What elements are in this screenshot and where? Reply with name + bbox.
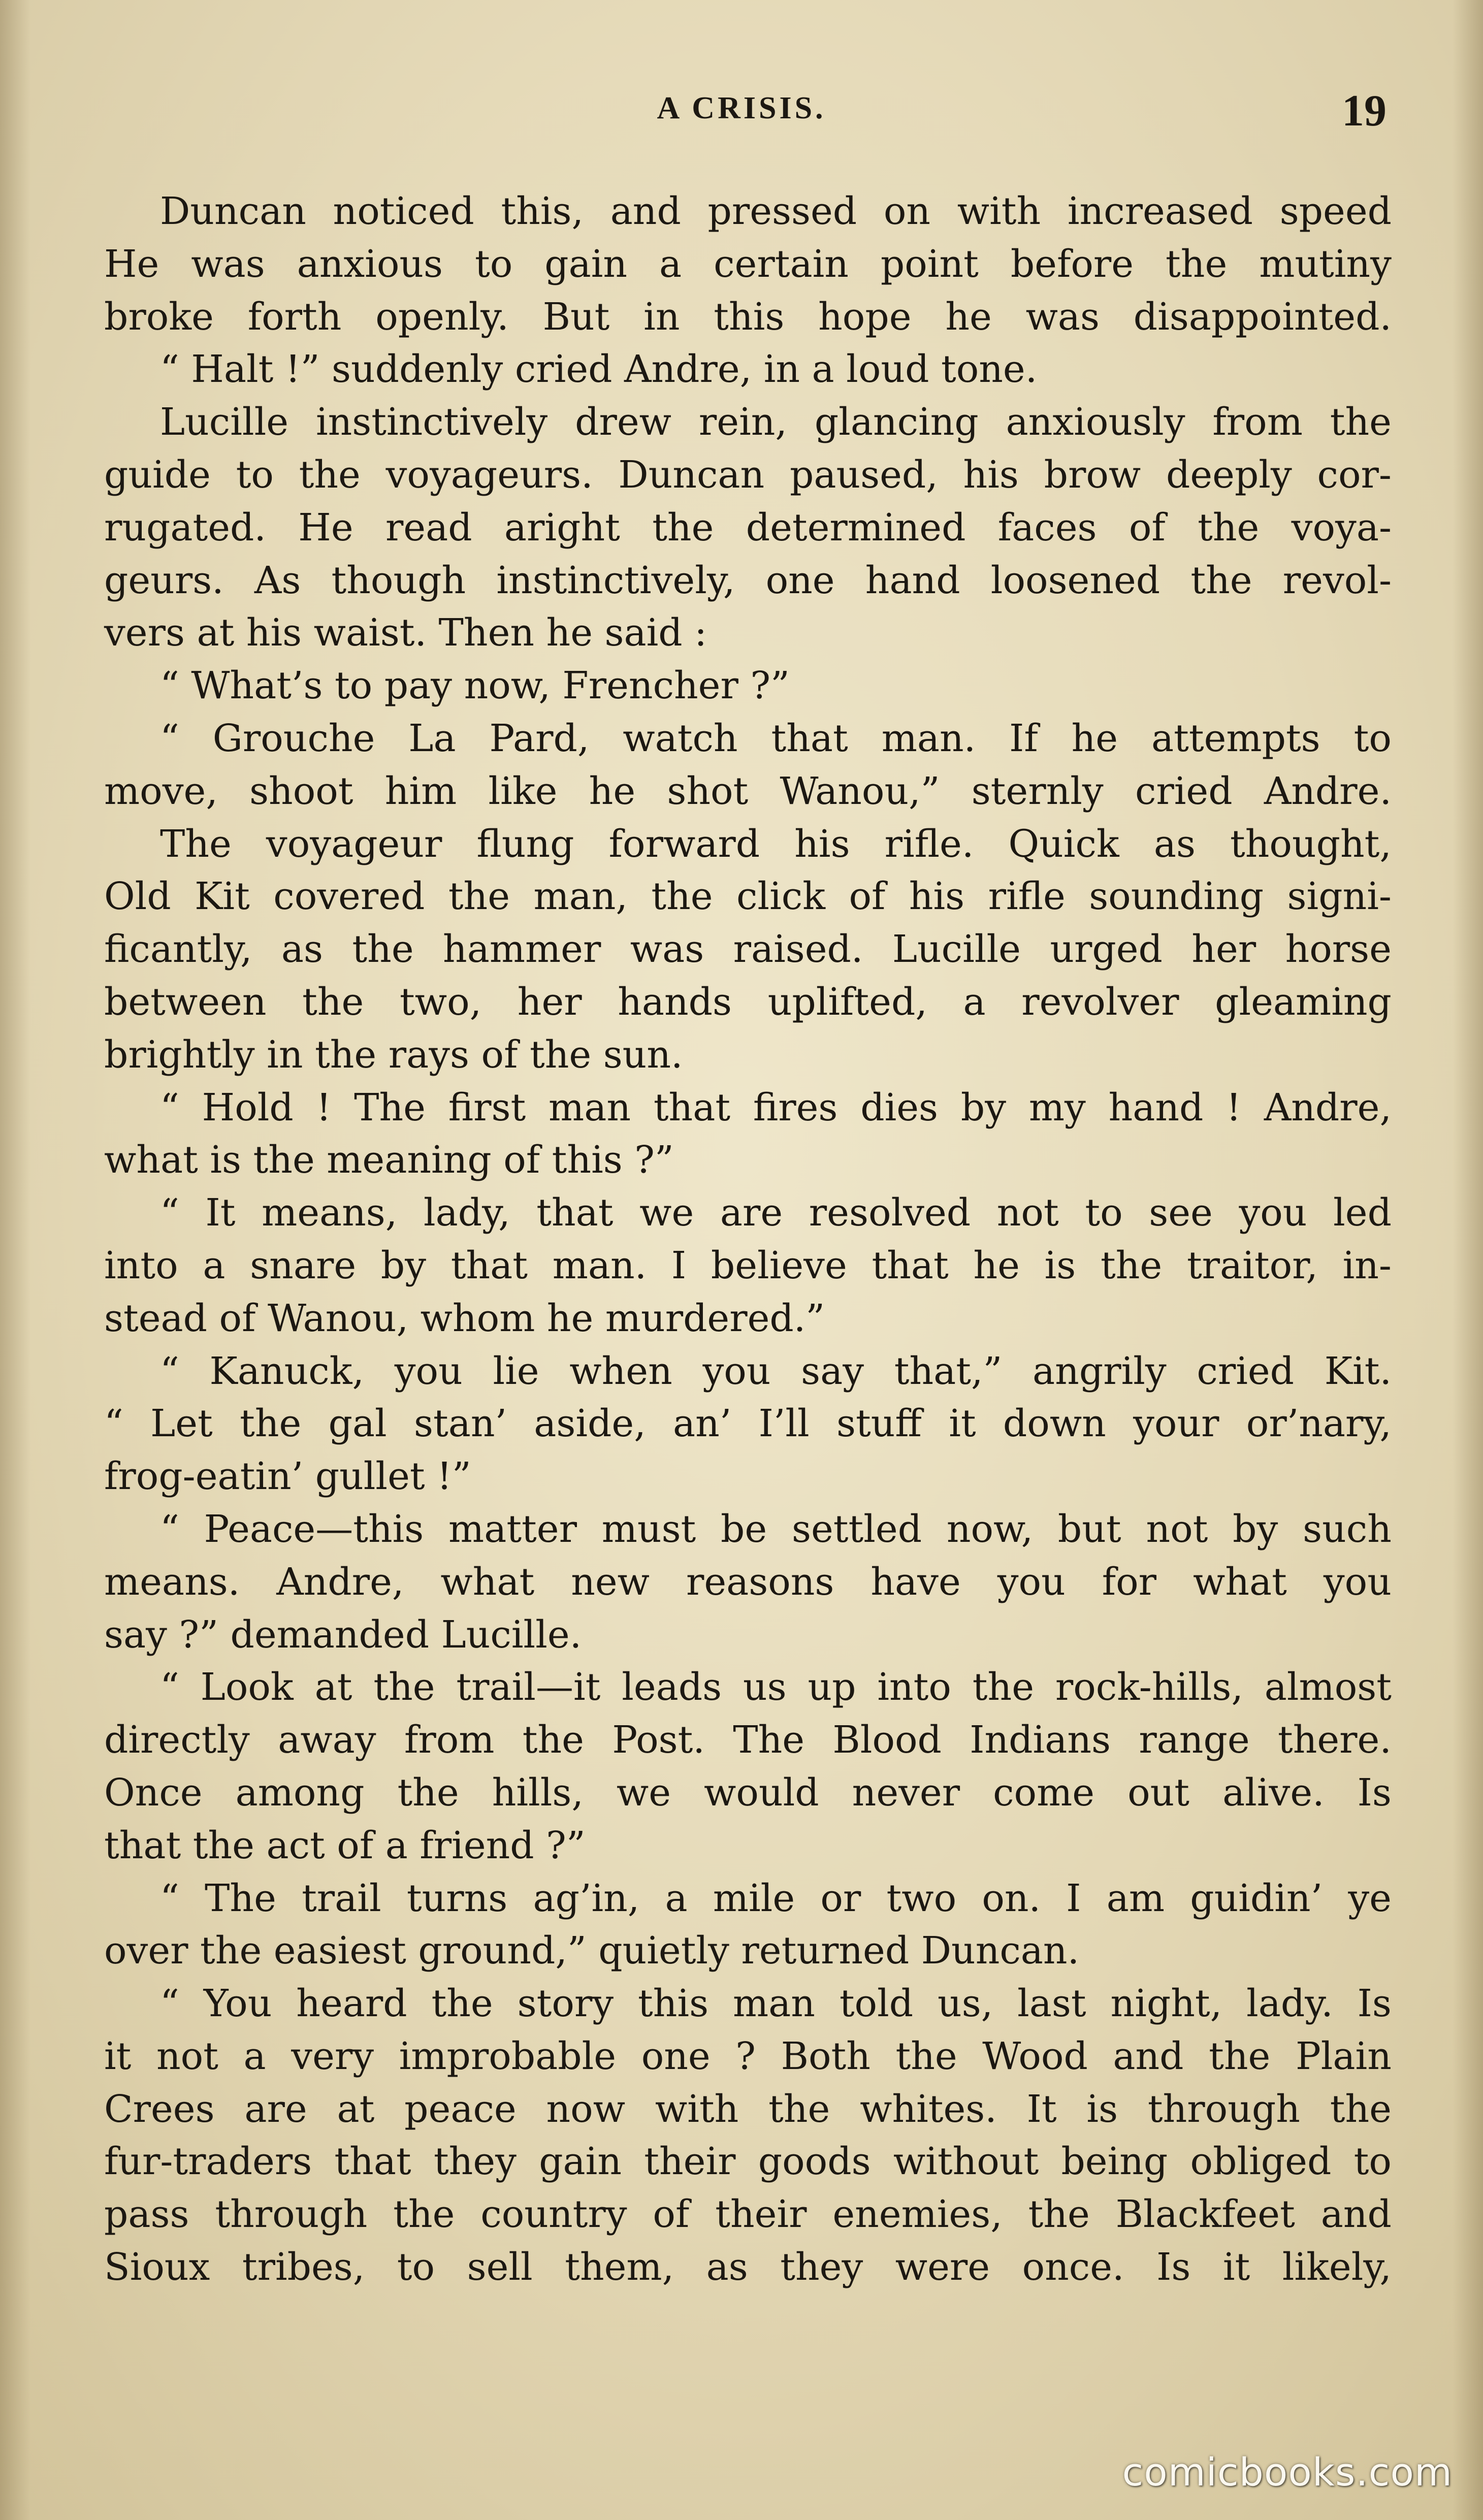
text-line: rugated. He read aright the determined faces of the voya- bbox=[104, 505, 1392, 550]
text-line: between the two, her hands uplifted, a revolver gleaming bbox=[104, 980, 1392, 1024]
text-line: directly away from the Post. The Blood Indians range there. bbox=[104, 1718, 1392, 1762]
text-line: “ It means, lady, that we are resolved not to see you led bbox=[160, 1191, 1392, 1235]
text-line: “ Peace—this matter must be settled now, but not by such bbox=[160, 1507, 1392, 1551]
text-line: “ You heard the story this man told us, last night, lady. Is bbox=[160, 1982, 1392, 2026]
page-edge-shadow-right bbox=[1453, 0, 1483, 2520]
text-line: it not a very improbable one ? Both the Wood and the Plain bbox=[104, 2034, 1392, 2078]
text-line: “ Look at the trail—it leads us up into the rock-hills, almost bbox=[160, 1665, 1392, 1709]
text-line: “ Hold ! The first man that fires dies by my hand ! Andre, bbox=[160, 1085, 1392, 1129]
page-edge-shadow-left bbox=[0, 0, 30, 2520]
text-line: Lucille instinctively drew rein, glancing anxiously from the bbox=[160, 400, 1392, 444]
text-line: “ Let the gal stan’ aside, an’ I’ll stuff it down your or’nary, bbox=[104, 1402, 1392, 1446]
text-line: means. Andre, what new reasons have you for what you bbox=[104, 1560, 1392, 1604]
text-line: He was anxious to gain a certain point before the mutiny bbox=[104, 242, 1392, 286]
text-line: Once among the hills, we would never come out alive. Is bbox=[104, 1770, 1392, 1815]
text-line: “ Halt !” suddenly cried Andre, in a loud tone. bbox=[160, 347, 1038, 392]
text-line: Crees are at peace now with the whites. It is through the bbox=[104, 2087, 1392, 2131]
text-line: frog-eatin’ gullet !” bbox=[104, 1455, 471, 1499]
text-line: “ Grouche La Pard, watch that man. If he attempts to bbox=[160, 716, 1392, 760]
text-line: over the easiest ground,” quietly returned Duncan. bbox=[104, 1929, 1080, 1973]
text-line: what is the meaning of this ?” bbox=[104, 1138, 674, 1182]
text-line: fur-traders that they gain their goods without being obliged to bbox=[104, 2140, 1392, 2184]
text-line: stead of Wanou, whom he murdered.” bbox=[104, 1296, 825, 1340]
watermark: comicbooks.com bbox=[1122, 2449, 1453, 2495]
text-line: into a snare by that man. I believe that he is the traitor, in- bbox=[104, 1243, 1392, 1287]
text-line: The voyageur flung forward his rifle. Quick as thought, bbox=[160, 822, 1392, 866]
page-number: 19 bbox=[1342, 86, 1387, 136]
running-head bbox=[0, 85, 1483, 136]
running-title: A CRISIS. bbox=[657, 91, 826, 125]
text-line: say ?” demanded Lucille. bbox=[104, 1612, 582, 1657]
text-line: Duncan noticed this, and pressed on with increased speed bbox=[160, 189, 1392, 233]
text-line: brightly in the rays of the sun. bbox=[104, 1032, 683, 1077]
text-line: Old Kit covered the man, the click of his rifle sounding signi- bbox=[104, 875, 1392, 919]
text-line: Sioux tribes, to sell them, as they were once. Is it likely, bbox=[104, 2245, 1392, 2289]
text-line: broke forth openly. But in this hope he was disappointed. bbox=[104, 295, 1392, 339]
text-line: ficantly, as the hammer was raised. Lucille urged her horse bbox=[104, 927, 1392, 972]
text-line: geurs. As though instinctively, one hand loosened the revol- bbox=[104, 558, 1392, 602]
text-line: guide to the voyageurs. Duncan paused, his brow deeply cor- bbox=[104, 453, 1392, 497]
text-line: that the act of a friend ?” bbox=[104, 1823, 586, 1867]
text-line: vers at his waist. Then he said : bbox=[104, 611, 707, 655]
body-text bbox=[104, 185, 1392, 2294]
text-line: move, shoot him like he shot Wanou,” sternly cried Andre. bbox=[104, 769, 1392, 813]
text-line: “ Kanuck, you lie when you say that,” angrily cried Kit. bbox=[160, 1349, 1392, 1393]
text-line: “ The trail turns ag’in, a mile or two on. I am guidin’ ye bbox=[160, 1876, 1392, 1920]
text-line: pass through the country of their enemies, the Blackfeet and bbox=[104, 2192, 1392, 2237]
text-line: “ What’s to pay now, Frencher ?” bbox=[160, 664, 790, 708]
